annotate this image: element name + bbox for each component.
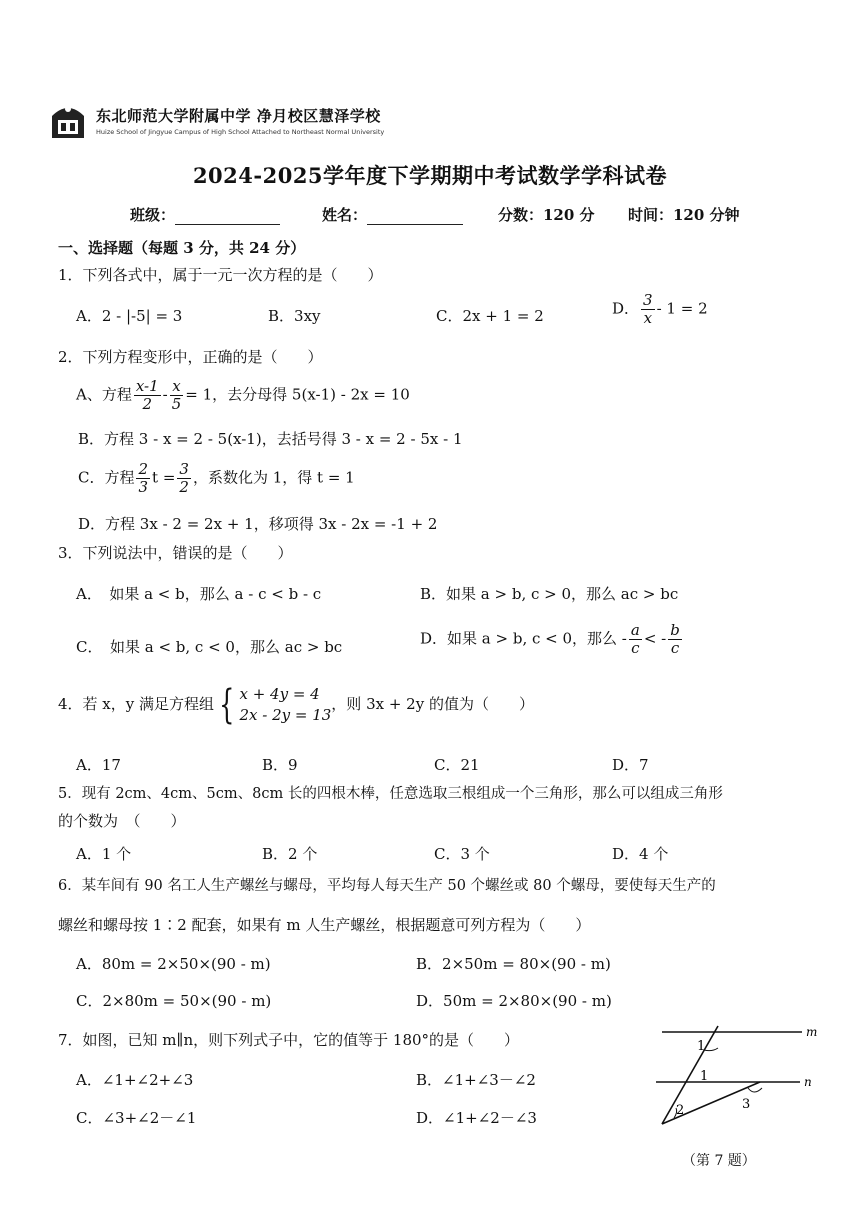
school-name-en: Huize School of Jingyue Campus of High School Attached to Northeast Normal University (96, 127, 385, 136)
school-name: 东北师范大学附属中学 净月校区慧泽学校 (96, 106, 381, 125)
class-blank (175, 224, 280, 225)
q7-option-a: A．∠1+∠2+∠3 (76, 1071, 194, 1089)
school-header (48, 98, 384, 142)
q1-d-label: D． (612, 299, 640, 318)
q2-a-post: = 1，去分母得 5(x-1) - 2x = 10 (185, 385, 410, 404)
q6-stem-line2: 螺丝和螺母按 1∶2 配套，如果有 m 人生产螺丝，根据题意可列方程为（ ） (58, 916, 591, 934)
q5-option-a: A．1 个 (76, 845, 132, 863)
q1-d-num: 3 (643, 291, 653, 309)
q2-stem: 2．下列方程变形中，正确的是（ ） (58, 348, 323, 366)
q4-option-a: A．17 (76, 756, 121, 774)
q2-option-b: B．方程 3 - x = 2 - 5(x-1)，去括号得 3 - x = 2 - 5x - 1 (78, 430, 463, 448)
q2-a-frac1-den: 2 (142, 395, 153, 413)
q3-d-frac1 (629, 622, 642, 657)
q4-system (214, 684, 331, 726)
q2-c-frac2-num: 3 (179, 460, 189, 478)
q2-a-frac1 (134, 378, 161, 413)
label-n: n (804, 1075, 812, 1089)
q4-option-d: D．7 (612, 756, 649, 774)
q2-a-frac1-num: x-1 (135, 377, 159, 395)
q1-stem: 1．下列各式中，属于一元一次方程的是（ ） (58, 266, 383, 284)
q2-option-d: D．方程 3x - 2 = 2x + 1，移项得 3x - 2x = -1 + 2 (78, 515, 438, 533)
class-field (130, 204, 280, 225)
q4-stem (58, 684, 534, 726)
q1-d-rest: - 1 = 2 (656, 299, 708, 318)
q5-option-b: B．2 个 (262, 845, 318, 863)
q2-a-minus: - (162, 385, 168, 404)
name-label: 姓名： (322, 206, 368, 224)
q4-brace: { (219, 682, 235, 728)
q5-option-d: D．4 个 (612, 845, 669, 863)
q3-d-frac2-num: b (670, 621, 680, 639)
q5-stem-line1: 5．现有 2cm、4cm、5cm、8cm 长的四根木棒，任意选取三根组成一个三角形，那么可以组成三角形 (58, 786, 723, 802)
q7-figure (650, 1020, 820, 1135)
score-info: 分数：120 分 (498, 206, 595, 224)
q7-option-b: B．∠1+∠3－∠2 (416, 1071, 536, 1089)
q2-c-frac1 (136, 461, 150, 496)
q2-c-pre: C．方程 (78, 468, 135, 487)
exam-title: 2024-2025学年度下学期期中考试数学学科试卷 (192, 163, 668, 188)
q3-d-frac1-den: c (631, 639, 640, 657)
time-info: 时间：120 分钟 (628, 206, 740, 224)
q4-eq2: 2x - 2y = 13 (239, 706, 332, 724)
q2-c-frac2-den: 2 (179, 478, 189, 496)
q2-c-post: ，系数化为 1，得 t = 1 (192, 468, 355, 487)
q6-stem-line1: 6．某车间有 90 名工人生产螺丝与螺母，平均每人每天生产 50 个螺丝或 80 个螺母，要使每天生产的 (58, 878, 716, 894)
q3-d-pre: D．如果 a > b, c < 0，那么 - (420, 629, 627, 648)
label-2: 2 (676, 1103, 685, 1118)
q1-option-d (612, 292, 708, 327)
q3-d-frac2-den: c (670, 639, 680, 657)
class-label: 班级： (130, 206, 176, 224)
q7-option-d: D．∠1+∠2－∠3 (416, 1109, 537, 1127)
q2-option-c (78, 461, 355, 496)
q6-option-d: D．50m = 2×80×(90 - m) (416, 992, 612, 1010)
q3-d-mid: < - (643, 629, 667, 648)
q4-eq1: x + 4y = 4 (239, 685, 320, 703)
q2-c-frac1-den: 3 (138, 478, 149, 496)
q6-option-a: A．80m = 2×50×(90 - m) (76, 955, 271, 973)
q2-a-frac2-num: x (172, 377, 181, 395)
label-1: 1 (697, 1039, 706, 1054)
q4-option-c: C．21 (434, 756, 480, 774)
label-m: m (806, 1025, 818, 1039)
q3-stem: 3．下列说法中，错误的是（ ） (58, 544, 293, 562)
q6-option-b: B．2×50m = 80×(90 - m) (416, 955, 611, 973)
q1-option-b: B．3xy (268, 307, 321, 325)
q2-a-frac2-den: 5 (171, 395, 182, 413)
q2-c-frac1-num: 2 (138, 460, 149, 478)
q1-d-fraction (641, 292, 655, 327)
q2-c-mid: t = (152, 468, 176, 487)
q2-a-frac2 (170, 378, 184, 413)
transversal-1 (662, 1026, 718, 1124)
q3-d-frac2 (668, 622, 682, 657)
name-blank (367, 224, 463, 225)
q4-option-b: B．9 (262, 756, 298, 774)
q3-option-d (420, 622, 684, 657)
q3-option-a: A． 如果 a < b，那么 a - c < b - c (76, 585, 322, 603)
name-field (322, 204, 463, 225)
q3-option-b: B．如果 a > b, c > 0，那么 ac > bc (420, 585, 679, 603)
q2-a-pre: A、方程 (76, 385, 132, 404)
q1-d-den: x (643, 309, 653, 327)
q7-figure-caption: （第 7 题） (682, 1153, 756, 1169)
q2-option-a (76, 378, 410, 413)
section-title: 一、选择题（每题 3 分，共 24 分） (58, 239, 306, 257)
q7-stem: 7．如图，已知 m∥n，则下列式子中，它的值等于 180°的是（ ） (58, 1031, 520, 1049)
q2-c-frac2 (177, 461, 191, 496)
school-logo-icon (48, 98, 88, 142)
q3-d-frac1-num: a (630, 621, 640, 639)
q1-option-a: A．2 - |-5| = 3 (76, 307, 183, 325)
q4-pre: 4．若 x，y 满足方程组 (58, 695, 215, 713)
angle-3-arc (748, 1088, 762, 1092)
q5-option-c: C．3 个 (434, 845, 490, 863)
label-1-inner: 1 (700, 1069, 709, 1084)
q6-option-c: C．2×80m = 50×(90 - m) (76, 992, 272, 1010)
q5-stem-line2: 的个数为 （ ） (58, 812, 186, 830)
q3-option-c: C． 如果 a < b, c < 0，那么 ac > bc (76, 638, 343, 656)
q4-post: ，则 3x + 2y 的值为（ ） (331, 695, 534, 713)
q1-option-c: C．2x + 1 = 2 (436, 307, 544, 325)
label-3: 3 (742, 1097, 751, 1112)
q7-option-c: C．∠3+∠2－∠1 (76, 1109, 197, 1127)
